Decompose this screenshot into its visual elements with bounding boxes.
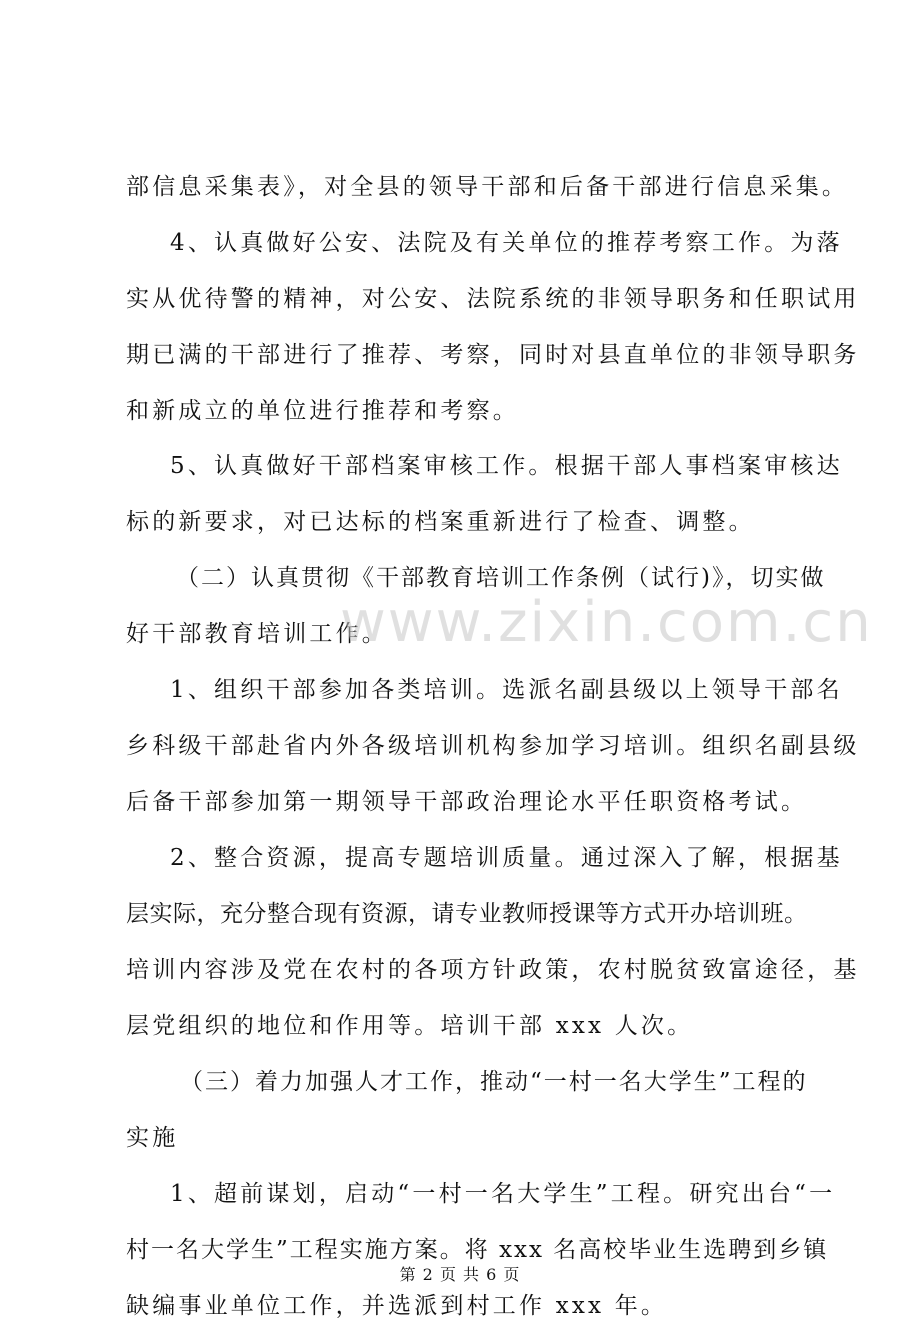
body-line: 部信息采集表》，对全县的领导干部和后备干部进行信息采集。 <box>126 174 849 200</box>
body-line: 层党组织的地位和作用等。培训干部 xxx 人次。 <box>126 1013 694 1039</box>
body-line: 实从优待警的精神，对公安、法院系统的非领导职务和任职试用 <box>126 286 860 312</box>
body-line: 村一名大学生”工程实施方案。将 xxx 名高校毕业生选聘到乡镇 <box>126 1237 829 1263</box>
section-heading-line: 好干部教育培训工作。 <box>126 621 388 647</box>
watermark: www.zixin.com.cn <box>340 590 873 655</box>
body-line: 4、认真做好公安、法院及有关单位的推荐考察工作。为落 <box>170 230 843 256</box>
body-line: 层实际，充分整合现有资源，请专业教师授课等方式开办培训班。 <box>126 901 808 927</box>
body-line: 和新成立的单位进行推荐和考察。 <box>126 398 519 424</box>
body-line: 标的新要求，对已达标的档案重新进行了检查、调整。 <box>126 509 755 535</box>
body-line: 2、整合资源，提高专题培训质量。通过深入了解，根据基 <box>170 845 843 871</box>
body-line: 5、认真做好干部档案审核工作。根据干部人事档案审核达 <box>170 453 843 479</box>
body-line: 后备干部参加第一期领导干部政治理论水平任职资格考试。 <box>126 789 808 815</box>
body-line: 1、组织干部参加各类培训。选派名副县级以上领导干部名 <box>170 677 843 703</box>
page-footer: 第 2 页 共 6 页 <box>399 1265 521 1284</box>
body-line: 培训内容涉及党在农村的各项方针政策，农村脱贫致富途径，基 <box>126 957 860 983</box>
body-line: 乡科级干部赴省内外各级培训机构参加学习培训。组织名副县级 <box>126 733 860 759</box>
body-line: 缺编事业单位工作，并选派到村工作 xxx 年。 <box>126 1293 668 1319</box>
section-heading-line: 实施 <box>126 1125 179 1151</box>
section-heading-line: （二）认真贯彻《干部教育培训工作条例（试行)》，切实做 <box>176 565 826 591</box>
body-line: 期已满的干部进行了推荐、考察，同时对县直单位的非领导职务 <box>126 342 860 368</box>
section-heading-line: （三）着力加强人才工作，推动“一村一名大学生”工程的 <box>180 1069 808 1095</box>
body-line: 1、超前谋划，启动“一村一名大学生”工程。研究出台“一 <box>170 1181 836 1207</box>
